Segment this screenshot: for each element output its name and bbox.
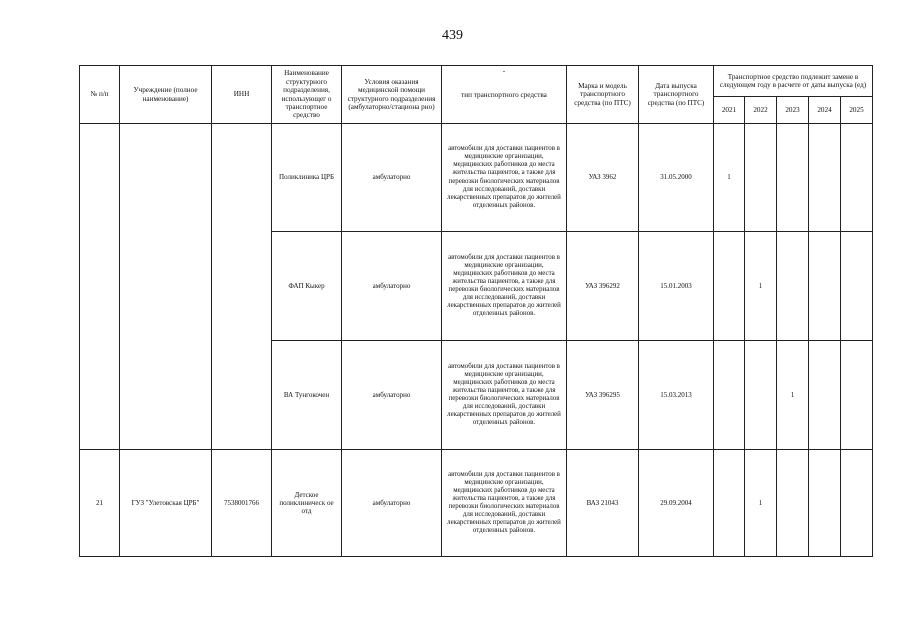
- cell-year-2025: [841, 341, 873, 450]
- header-conditions: Условия оказания медицинской помощи структурного подразделения (амбулаторно/стациона рно): [342, 66, 442, 124]
- cell-year-2022: 1: [745, 450, 777, 557]
- cell-year-2024: [809, 124, 841, 232]
- header-year: 2025: [841, 97, 873, 124]
- cell-year-2023: [777, 232, 809, 341]
- cell-inn: 7538001766: [212, 450, 272, 557]
- header-date: Дата выпуска транспортного средства (по ПТС): [639, 66, 714, 124]
- cell-conditions: амбулаторно: [342, 341, 442, 450]
- cell-year-2024: [809, 341, 841, 450]
- header-type-label: тип транспортного средства: [461, 90, 547, 99]
- header-replace: Транспортное средство подлежит замене в следующем году в расчете от даты выпуска (ед): [714, 66, 873, 97]
- cell-year-2022: [745, 341, 777, 450]
- cell-institution: [120, 124, 212, 450]
- header-institution: Учреждение (полное наименование): [120, 66, 212, 124]
- header-model: Марка и модель транспортного средства (по ПТС): [567, 66, 639, 124]
- cell-num: [80, 124, 120, 450]
- header-year: 2022: [745, 97, 777, 124]
- cell-vehicle-type: автомобили для доставки пациентов в медицинские организации, медицинских работников до места жительства пациентов, а также для перевозки биологических материалов для исследований, доставки лекарственных препаратов до жителей отделенных районов.: [442, 232, 567, 341]
- cell-model: ВАЗ 21043: [567, 450, 639, 557]
- page-number: 439: [442, 28, 463, 43]
- cell-model: УАЗ 3962: [567, 124, 639, 232]
- cell-conditions: амбулаторно: [342, 124, 442, 232]
- cell-year-2021: [714, 450, 745, 557]
- cell-year-2025: [841, 124, 873, 232]
- cell-model: УАЗ 396292: [567, 232, 639, 341]
- cell-unit: ФАП Кыкер: [272, 232, 342, 341]
- header-num: № п/п: [80, 66, 120, 124]
- cell-year-2023: 1: [777, 341, 809, 450]
- header-year: 2024: [809, 97, 841, 124]
- cell-year-2021: [714, 232, 745, 341]
- cell-year-2025: [841, 232, 873, 341]
- cell-conditions: амбулаторно: [342, 450, 442, 557]
- cell-year-2025: [841, 450, 873, 557]
- cell-model: УАЗ 396295: [567, 341, 639, 450]
- header-type: [442, 66, 567, 124]
- header-unit: Наименование структурного подразделения, использующег о транспортное средство: [272, 66, 342, 124]
- table-row: [80, 124, 873, 232]
- cell-date: 31.05.2000: [639, 124, 714, 232]
- cell-date: 15.03.2013: [639, 341, 714, 450]
- cell-inn: [212, 124, 272, 450]
- cell-year-2023: [777, 450, 809, 557]
- cell-conditions: амбулаторно: [342, 232, 442, 341]
- cell-year-2023: [777, 124, 809, 232]
- cell-vehicle-type: автомобили для доставки пациентов в медицинские организации, медицинских работников до места жительства пациентов, а также для перевозки биологических материалов для исследований, доставки лекарственных препаратов до жителей отделенных районов.: [442, 341, 567, 450]
- cell-num: 21: [80, 450, 120, 557]
- cell-year-2022: [745, 124, 777, 232]
- cell-year-2024: [809, 450, 841, 557]
- cell-year-2021: [714, 341, 745, 450]
- header-row: [80, 66, 873, 97]
- cell-unit: Детское поликлиническ ое отд: [272, 450, 342, 557]
- cell-vehicle-type: автомобили для доставки пациентов в медицинские организации, медицинских работников до места жительства пациентов, а также для перевозки биологических материалов для исследований, доставки лекарственных препаратов до жителей отделенных районов.: [442, 450, 567, 557]
- header-inn: ИНН: [212, 66, 272, 124]
- cell-date: 15.01.2003: [639, 232, 714, 341]
- cell-institution: ГУЗ "Улетовская ЦРБ": [120, 450, 212, 557]
- cell-year-2021: 1: [714, 124, 745, 232]
- cell-date: 29.09.2004: [639, 450, 714, 557]
- cell-year-2022: 1: [745, 232, 777, 341]
- cell-year-2024: [809, 232, 841, 341]
- cell-unit: Поликлиника ЦРБ: [272, 124, 342, 232]
- table-row: [80, 450, 873, 557]
- cell-vehicle-type: автомобили для доставки пациентов в медицинские организации, медицинских работников до места жительства пациентов, а также для перевозки биологических материалов для исследований, доставки лекарственных препаратов до жителей отделенных районов.: [442, 124, 567, 232]
- header-year: 2021: [714, 97, 745, 124]
- header-year: 2023: [777, 97, 809, 124]
- transport-table: [79, 65, 873, 557]
- cell-unit: ВА Тунгокочен: [272, 341, 342, 450]
- header-dash: -: [502, 66, 506, 75]
